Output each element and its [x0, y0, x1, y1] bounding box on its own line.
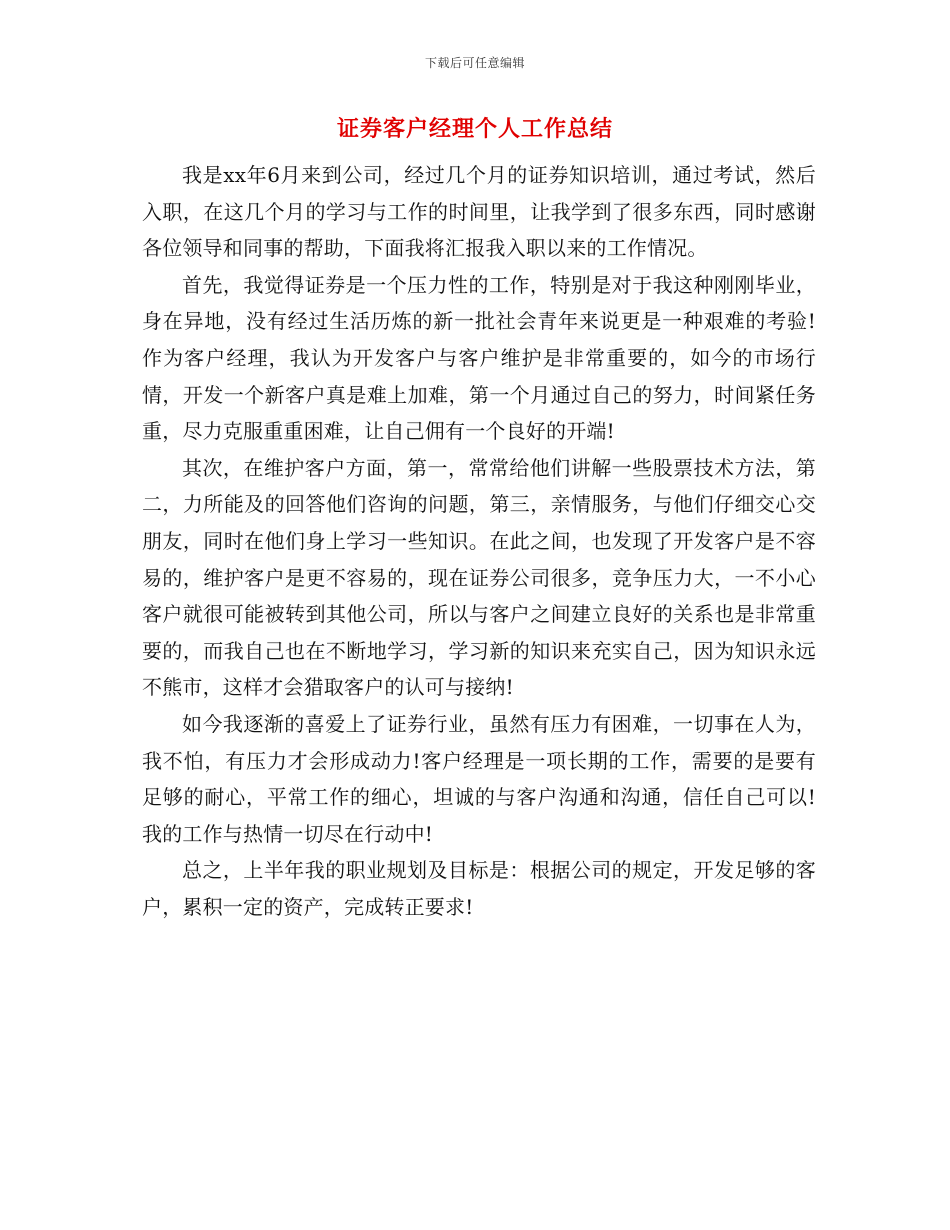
document-body — [142, 157, 816, 925]
document-title: 证券客户经理个人工作总结 — [336, 116, 613, 142]
paragraph-5: 总之，上半年我的职业规划及目标是：根据公司的规定，开发足够的客户，累积一定的资产，完成转正要求! — [142, 858, 816, 919]
paragraph-1: 我是xx年6月来到公司，经过几个月的证券知识培训，通过考试，然后入职，在这几个月的学习与工作的时间里，让我学到了很多东西，同时感谢各位领导和同事的帮助，下面我将汇报我入职以来的工作情况。 — [142, 163, 816, 261]
header-note: 下载后可任意编辑 — [424, 56, 525, 70]
paragraph-2: 首先，我觉得证券是一个压力性的工作，特别是对于我这种刚刚毕业，身在异地，没有经过生活历炼的新一批社会青年来说更是一种艰难的考验!作为客户经理，我认为开发客户与客户维护是非常重要的，如今的市场行情，开发一个新客户真是难上加难，第一个月通过自己的努力，时间紧任务重，尽力克服重重困难，让自己佣有一个良好的开端! — [142, 272, 816, 444]
paragraph-3: 其次，在维护客户方面，第一，常常给他们讲解一些股票技术方法，第二，力所能及的回答他们咨询的问题，第三，亲情服务，与他们仔细交心交朋友，同时在他们身上学习一些知识。在此之间，也发现了开发客户是不容易的，维护客户是更不容易的，现在证券公司很多，竞争压力大，一不小心客户就很可能被转到其他公司，所以与客户之间建立良好的关系也是非常重要的，而我自己也在不断地学习，学习新的知识来充实自己，因为知识永远不熊市，这样才会猎取客户的认可与接纳! — [142, 455, 816, 700]
paragraph-4: 如今我逐渐的喜爱上了证券行业，虽然有压力有困难，一切事在人为，我不怕，有压力才会形成动力!客户经理是一项长期的工作，需要的是要有足够的耐心，平常工作的细心，坦诚的与客户沟通和沟通，信任自己可以!我的工作与热情一切尽在行动中! — [142, 711, 816, 846]
